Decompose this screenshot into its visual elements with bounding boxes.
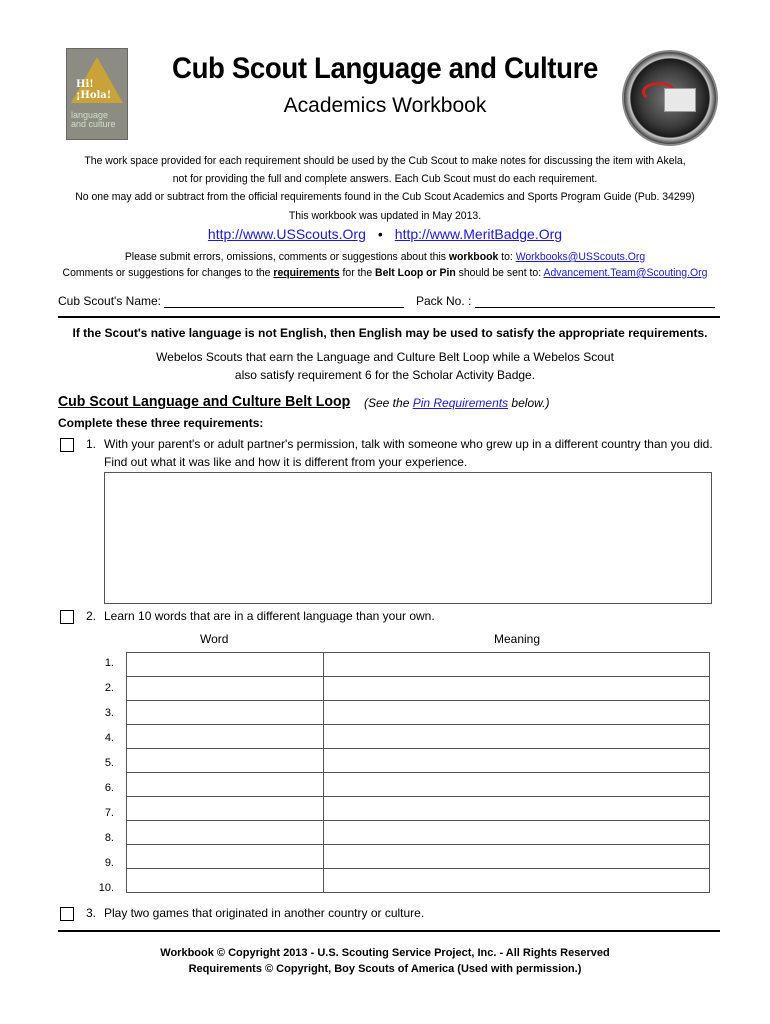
website-links [40,224,730,244]
computer-monitor-icon [664,88,696,112]
language-and-culture-logo [66,48,128,140]
intro-line-3: No one may add or subtract from the official requirements found in the Cub Scout Academics and Sports Program Guide (Pub. 34299) [75,191,695,203]
word-cell[interactable] [127,653,324,677]
copyright-line-1: Workbook © Copyright 2013 - U.S. Scouting Service Project, Inc. - All Rights Reserved [160,947,610,959]
meaning-cell[interactable] [324,653,710,677]
advancement-email-link[interactable]: Advancement.Team@Scouting.Org [543,267,708,279]
row-number: 1. [104,657,114,669]
meaning-cell[interactable] [324,869,710,893]
webelos-note-line-2: also satisfy requirement 6 for the Scholar Activity Badge. [234,368,536,382]
meaning-cell[interactable] [324,821,710,845]
word-table-row [127,725,710,749]
copyright-line-2: Requirements © Copyright, Boy Scouts of America (Used with permission.) [188,963,582,975]
word-column-header: Word [200,632,229,646]
pin-requirements-link[interactable]: Pin Requirements [412,396,509,410]
word-cell[interactable] [127,797,324,821]
meritbadge-link[interactable]: http://www.MeritBadge.Org [394,226,563,242]
meaning-cell[interactable] [324,845,710,869]
requirement-1-checkbox[interactable] [60,438,74,452]
footer-divider [58,930,720,932]
row-number: 4. [104,732,114,744]
complete-instruction: Complete these three requirements: [58,416,264,430]
page-subtitle: Academics Workbook [283,94,487,117]
webelos-note-line-1: Webelos Scouts that earn the Language and Culture Belt Loop while a Webelos Scout [156,350,614,364]
row-number: 7. [104,807,114,819]
word-cell[interactable] [127,725,324,749]
row-number: 3. [104,707,114,719]
row-number: 5. [104,757,114,769]
word-table-row [127,869,710,893]
row-number: 8. [104,832,114,844]
section-note: (See the Pin Requirements below.) [364,396,550,410]
word-table-row [127,821,710,845]
word-cell[interactable] [127,869,324,893]
word-table-row [127,773,710,797]
word-table-row [127,845,710,869]
usscouts-link[interactable]: http://www.USScouts.Org [207,226,366,242]
word-table [126,652,710,893]
intro-line-2: not for providing the full and complete answers. Each Cub Scout must do each requirement. [172,173,598,185]
word-table-row [127,701,710,725]
updated-note: This workbook was updated in May 2013. [288,210,482,222]
logo-greeting: Hi! ¡Hola! [76,79,112,101]
word-cell[interactable] [127,821,324,845]
divider [58,316,720,318]
pack-number-input[interactable] [475,295,715,308]
word-table-row [127,797,710,821]
word-cell[interactable] [127,845,324,869]
row-number: 9. [104,857,114,869]
meaning-cell[interactable] [324,701,710,725]
row-number: 10. [98,882,114,894]
intro-line-1: The work space provided for each requirement should be used by the Cub Scout to make notes for discussing the item with Akela, [84,155,686,167]
scout-name-field [58,294,404,308]
meaning-cell[interactable] [324,725,710,749]
logo-caption: language and culture [71,110,116,129]
link-separator: • [377,226,383,242]
page-title: Cub Scout Language and Culture [172,52,598,85]
word-table-row [127,749,710,773]
workbooks-email-link[interactable]: Workbooks@USScouts.Org [515,251,646,263]
pack-number-label: Pack No. : [416,294,472,308]
submit-requirements-note: Comments or suggestions for changes to the requirements for the Belt Loop or Pin should be sent to: Advancement.Team@Scouting.Org [62,267,708,279]
word-cell[interactable] [127,701,324,725]
row-number: 6. [104,782,114,794]
scout-name-label: Cub Scout's Name: [58,294,162,308]
meaning-column-header: Meaning [494,632,541,646]
pack-number-field [416,294,715,308]
submit-errors-note: Please submit errors, omissions, comments or suggestions about this workbook to: Workbooks@USScouts.Org [124,251,646,263]
word-table-row [127,653,710,677]
word-table-row [127,677,710,701]
row-number: 2. [104,682,114,694]
word-cell[interactable] [127,773,324,797]
word-cell[interactable] [127,749,324,773]
requirement-1-notes-box[interactable] [104,472,712,604]
word-cell[interactable] [127,677,324,701]
meaning-cell[interactable] [324,677,710,701]
meaning-cell[interactable] [324,773,710,797]
requirement-2-checkbox[interactable] [60,610,74,624]
scout-name-input[interactable] [164,295,404,308]
meaning-cell[interactable] [324,797,710,821]
requirement-2: 2. Learn 10 words that are in a different language than your own. [86,609,435,623]
requirement-3-checkbox[interactable] [60,907,74,921]
native-language-note: If the Scout's native language is not English, then English may be used to satisfy the appropriate requirements. [72,326,708,340]
scouting-service-project-seal [622,50,718,146]
meaning-cell[interactable] [324,749,710,773]
requirement-1: 1. With your parent's or adult partner's permission, talk with someone who grew up in a different country than you did. Find out what it was like and how it is different from your experience. [86,437,713,469]
section-heading: Cub Scout Language and Culture Belt Loop [58,393,351,410]
requirement-3: 3. Play two games that originated in another country or culture. [86,906,425,920]
